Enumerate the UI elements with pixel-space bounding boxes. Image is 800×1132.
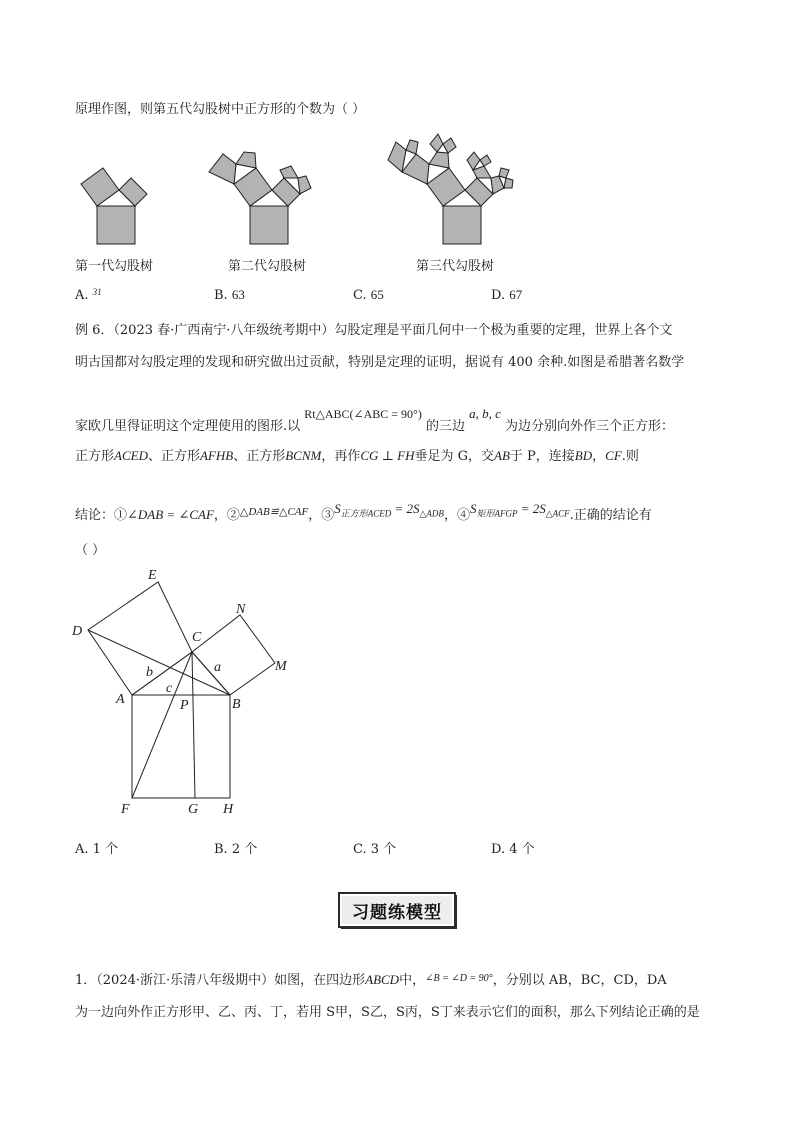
text-span: 结论：①: [75, 508, 128, 523]
option-c[interactable]: [353, 287, 384, 303]
text-span: 中，: [399, 973, 426, 988]
label-a: a: [214, 660, 221, 675]
math-s: S: [469, 501, 477, 516]
tree-gen-3: [388, 134, 513, 244]
option-value: 67: [509, 287, 523, 302]
option-value: 63: [231, 287, 245, 302]
option-value: 31: [92, 287, 102, 297]
intro-question-line: 原理作图，则第五代勾股树中正方形的个数为（ ）: [75, 102, 366, 117]
conclusion-3: [334, 501, 444, 519]
option-value: 3 个: [370, 842, 397, 857]
math-expr: BD: [574, 448, 593, 463]
math-expr: CF: [605, 448, 622, 463]
q1-line2: 为一边向外作正方形甲、乙、丙、丁，若用 S甲，S乙，S丙，S丁来表示它们的面积，那么下列结论正确的是: [75, 1005, 700, 1020]
label-B: B: [232, 697, 241, 712]
conclusion-2: △DAB≌△CAF: [239, 506, 309, 518]
option-letter: B.: [214, 842, 228, 857]
option-letter: C.: [353, 288, 367, 303]
text-span: 、正方形: [147, 449, 200, 464]
label-P: P: [180, 698, 189, 713]
math-sub: △ACF: [545, 508, 570, 519]
example6-line5: [75, 500, 652, 525]
q1-line1: [75, 970, 667, 990]
label-H: H: [223, 802, 234, 815]
label-N: N: [236, 602, 246, 617]
label-G: G: [188, 802, 199, 815]
option-value: 1 个: [92, 842, 119, 857]
math-s: S: [334, 501, 341, 516]
option-letter: C.: [353, 842, 367, 857]
ex6-option-b[interactable]: [214, 838, 257, 857]
math-expr: a, b, c: [469, 406, 501, 421]
text-span: 垂足为 G，交: [414, 449, 495, 464]
math-expr: AFHB: [199, 448, 234, 463]
section-title-banner: [338, 892, 460, 932]
text-span: 、正方形: [233, 449, 286, 464]
option-letter: D.: [491, 288, 506, 303]
example6-line4: [75, 447, 639, 466]
math-expr: Rt△ABC(∠ABC = 90°): [304, 407, 422, 421]
option-value: 2 个: [231, 842, 258, 857]
text-span: .则: [621, 449, 639, 464]
math-rest: = 2S: [517, 501, 546, 516]
label-C: C: [192, 630, 202, 645]
tree-gen-1: [81, 168, 147, 244]
ex6-option-d[interactable]: [491, 838, 535, 857]
text-span: 1．（2024·浙江·乐清八年级期中）如图，在四边形: [75, 973, 366, 988]
math-expr: CG ⊥ FH: [360, 448, 415, 463]
text-span: ，④: [443, 508, 470, 523]
option-letter: D.: [491, 842, 506, 857]
math-rest: = 2S: [391, 501, 420, 516]
text-span: 家欧几里得证明这个定理使用的图形.以: [75, 419, 301, 434]
math-expr: ∠B = ∠D = 90°: [425, 973, 493, 984]
label-A: A: [116, 692, 125, 707]
example6-answer-blank: （ ）: [75, 543, 106, 558]
section-title: 习题练模型: [352, 902, 442, 923]
pythagoras-trees-figure: [60, 120, 560, 260]
option-a[interactable]: [75, 287, 102, 303]
math-expr: AB: [494, 448, 510, 463]
text-span: ，②: [213, 508, 240, 523]
label-c: c: [166, 681, 173, 696]
option-b[interactable]: [214, 287, 245, 303]
math-sub: 矩形AFGP: [476, 508, 518, 519]
example6-line3: [75, 405, 674, 436]
option-value: 4 个: [509, 842, 535, 857]
label-D: D: [72, 624, 83, 639]
text-span: 为边分别向外作三个正方形：: [505, 419, 675, 434]
math-sub: △ADB: [419, 508, 444, 519]
math-sub: 正方形ACED: [340, 508, 392, 519]
text-span: ，分别以 AB，BC，CD，DA: [492, 973, 667, 988]
option-d[interactable]: [491, 287, 522, 303]
option-letter: A.: [75, 842, 89, 857]
text-span: 正方形: [75, 449, 115, 464]
text-span: ，: [592, 449, 606, 464]
text-span: ，再作: [321, 449, 361, 464]
text-span: ，③: [308, 508, 335, 523]
option-letter: B.: [214, 288, 228, 303]
label-b: b: [146, 665, 153, 680]
option-letter: A.: [75, 288, 89, 303]
ex6-option-a[interactable]: [75, 838, 118, 857]
euclid-proof-figure: [70, 565, 310, 815]
text-span: .正确的结论有: [569, 508, 652, 523]
tree-gen-2: [209, 152, 311, 244]
ex6-option-c[interactable]: [353, 838, 396, 857]
text-span: 于 P，连接: [509, 449, 575, 464]
option-value: 65: [370, 287, 384, 302]
tree-caption-2: 第二代勾股树: [228, 259, 307, 274]
text-span: 的三边: [425, 419, 465, 434]
math-expr: BCNM: [285, 448, 322, 463]
conclusion-4: [469, 501, 570, 519]
tree-caption-3: 第三代勾股树: [416, 259, 495, 274]
math-expr: ACED: [114, 448, 148, 463]
math-expr: ABCD: [365, 972, 400, 987]
tree-caption-1: 第一代勾股树: [75, 259, 154, 274]
label-M: M: [275, 659, 287, 674]
example6-line1: 例 6．（2023 春·广西南宁·八年级统考期中）勾股定理是平面几何中一个极为重要的定理，世界上各个文: [75, 323, 673, 338]
example6-line2: 明古国都对勾股定理的发现和研究做出过贡献，特别是定理的证明，据说有 400 余种.如图是希腊著名数学: [75, 355, 685, 370]
conclusion-1: ∠DAB = ∠CAF: [127, 507, 214, 522]
label-F: F: [121, 802, 130, 815]
label-E: E: [148, 568, 157, 583]
